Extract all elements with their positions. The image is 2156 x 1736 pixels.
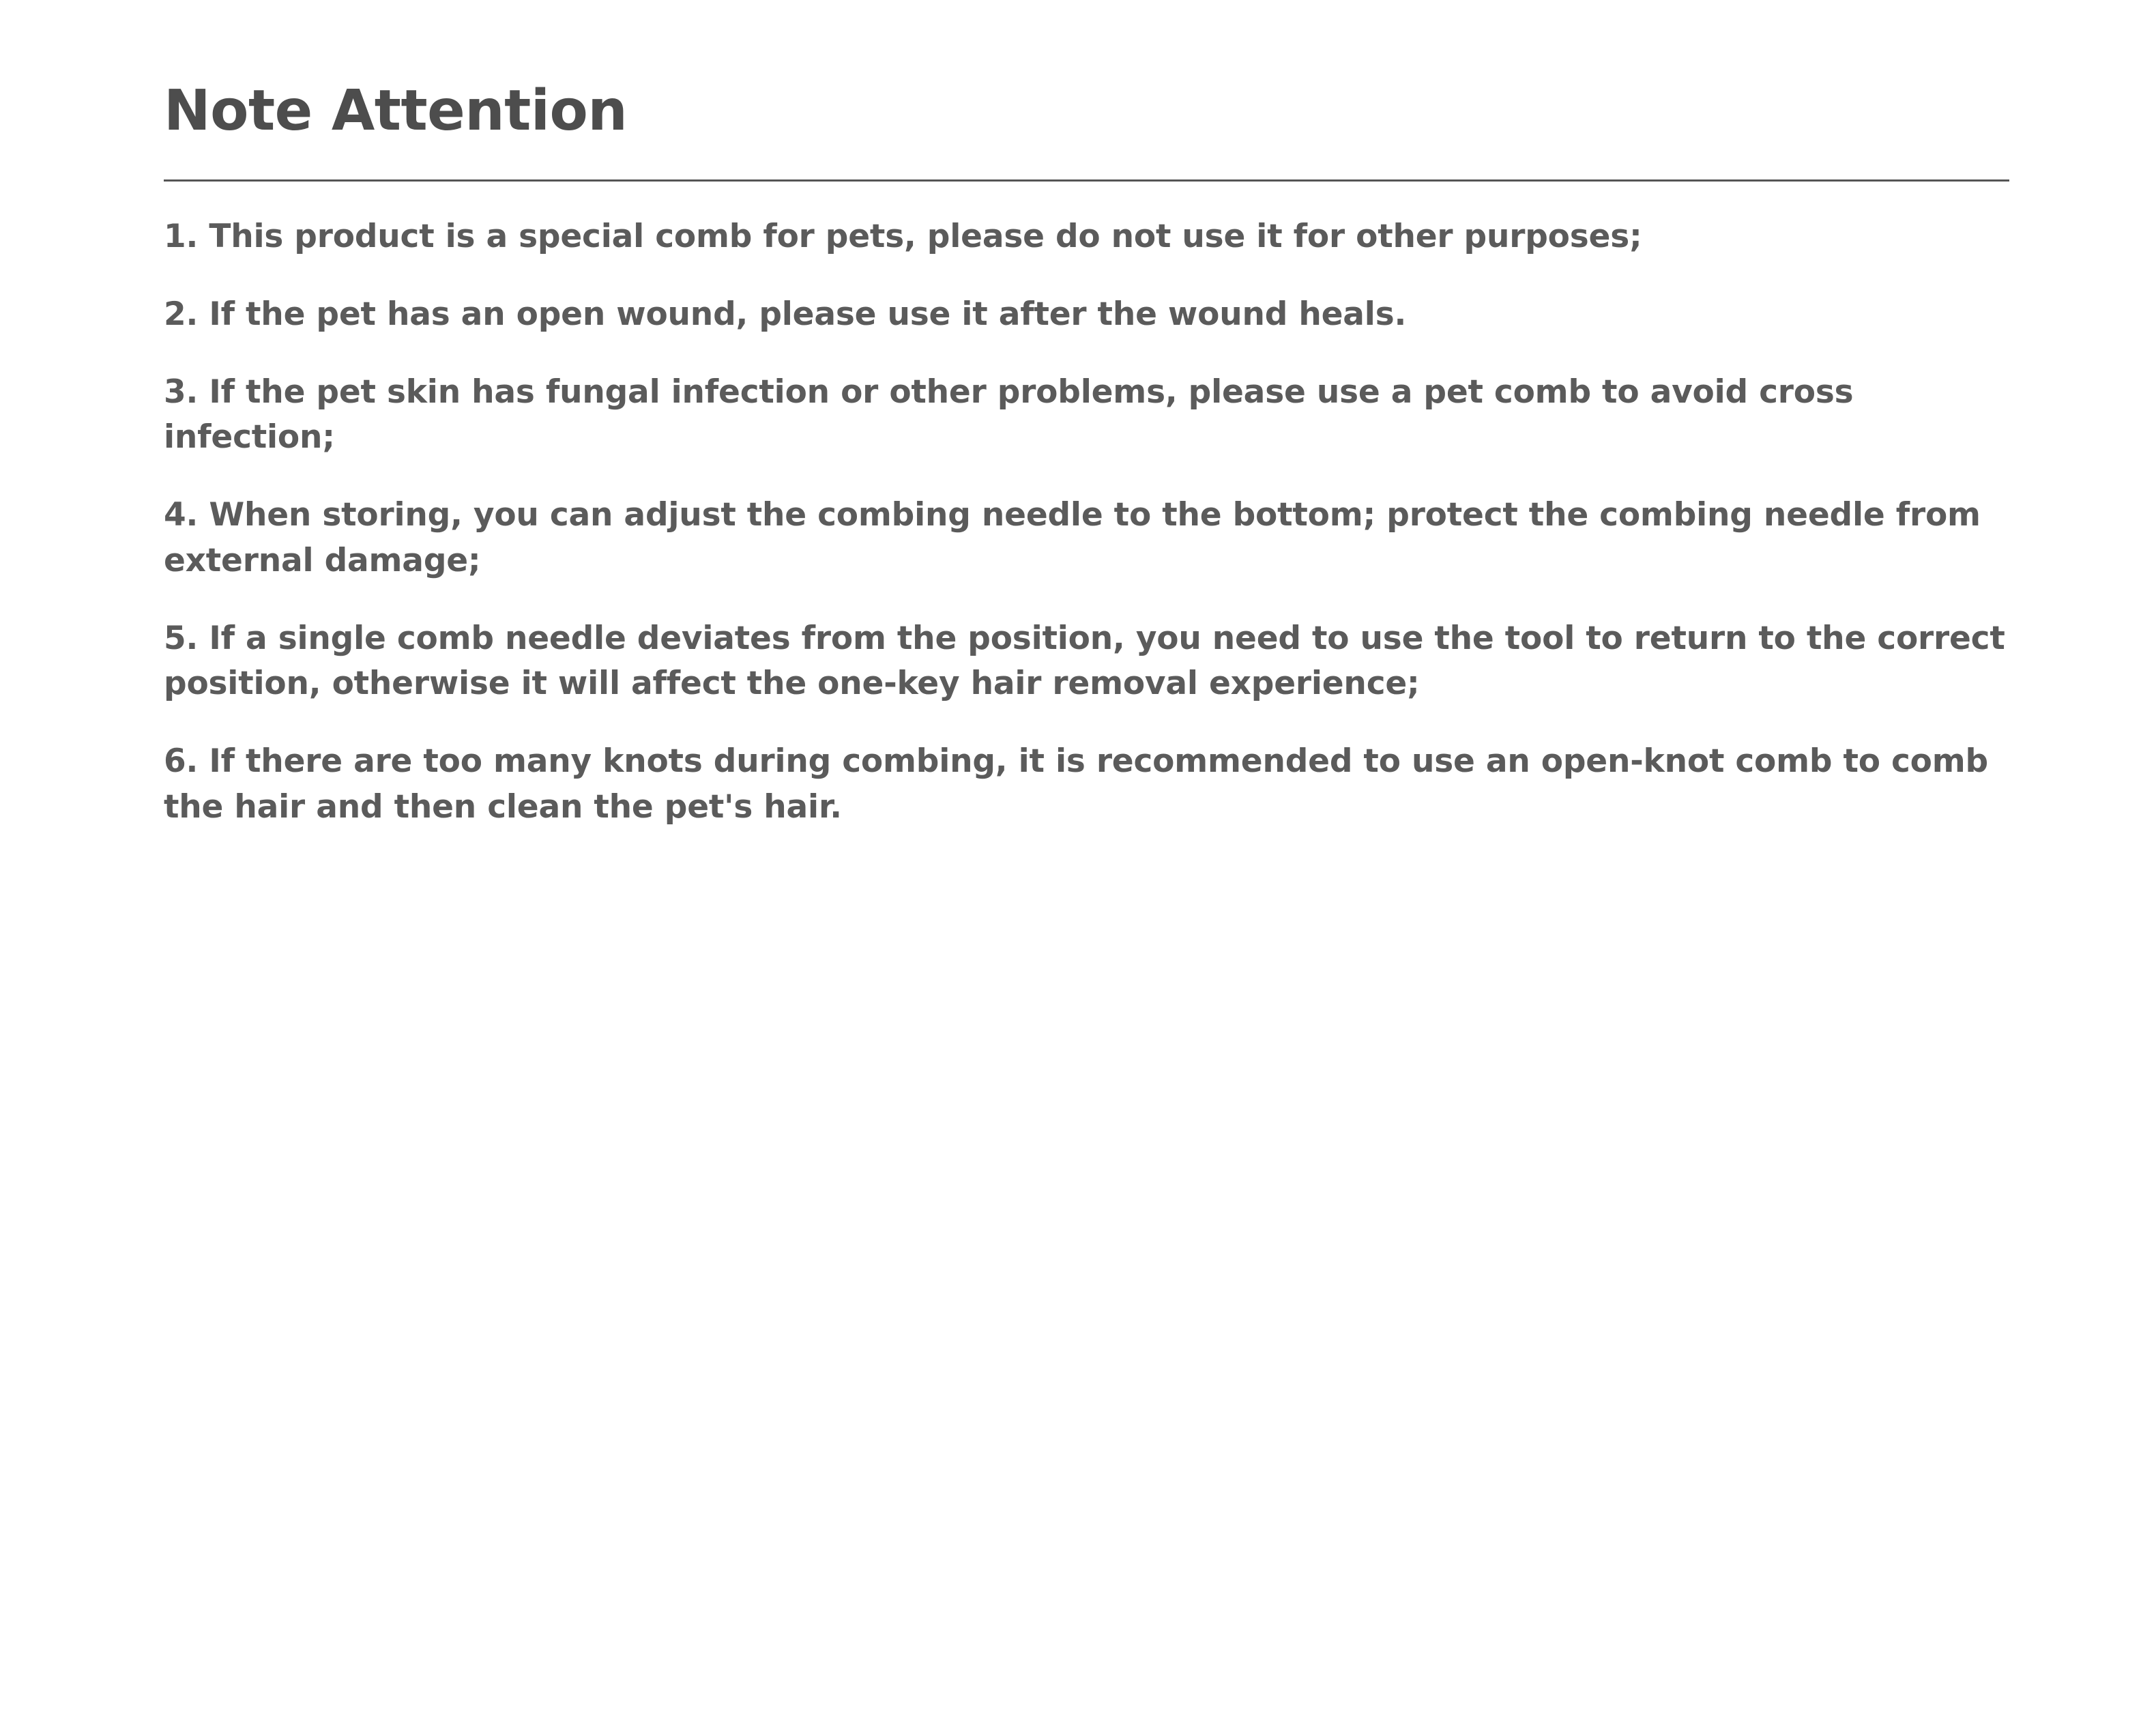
note-text-5: If a single comb needle deviates from the position, you need to use the tool to return to the correct position, otherwise it will affect the one-key hair removal experience; [164,619,2005,703]
title-divider [164,179,2009,182]
page-title: Note Attention [164,78,628,143]
note-item-6 [164,739,2006,830]
note-number-1: 1. [164,218,199,256]
note-text-2: If the pet has an open wound, please use it after the wound heals. [209,295,1407,333]
note-list [164,214,2006,830]
note-text-1: This product is a special comb for pets, please do not use it for other purposes; [209,218,1642,256]
note-number-4: 4. [164,496,199,534]
note-text-3: If the pet skin has fungal infection or other problems, please use a pet comb to avoid cross infection; [164,373,1854,457]
note-item-5 [164,616,2006,707]
note-item-4 [164,493,2006,583]
note-number-3: 3. [164,373,199,411]
note-text-4: When storing, you can adjust the combing needle to the bottom; protect the combing needle from external damage; [164,496,1981,579]
note-item-1 [164,214,2006,260]
note-number-6: 6. [164,742,199,781]
note-number-5: 5. [164,619,199,657]
document-content [164,78,2006,863]
note-text-6: If there are too many knots during combing, it is recommended to use an open-knot comb to comb the hair and then clean the pet's hair. [164,742,1988,826]
note-number-2: 2. [164,295,199,333]
note-item-2 [164,292,2006,338]
note-item-3 [164,370,2006,461]
